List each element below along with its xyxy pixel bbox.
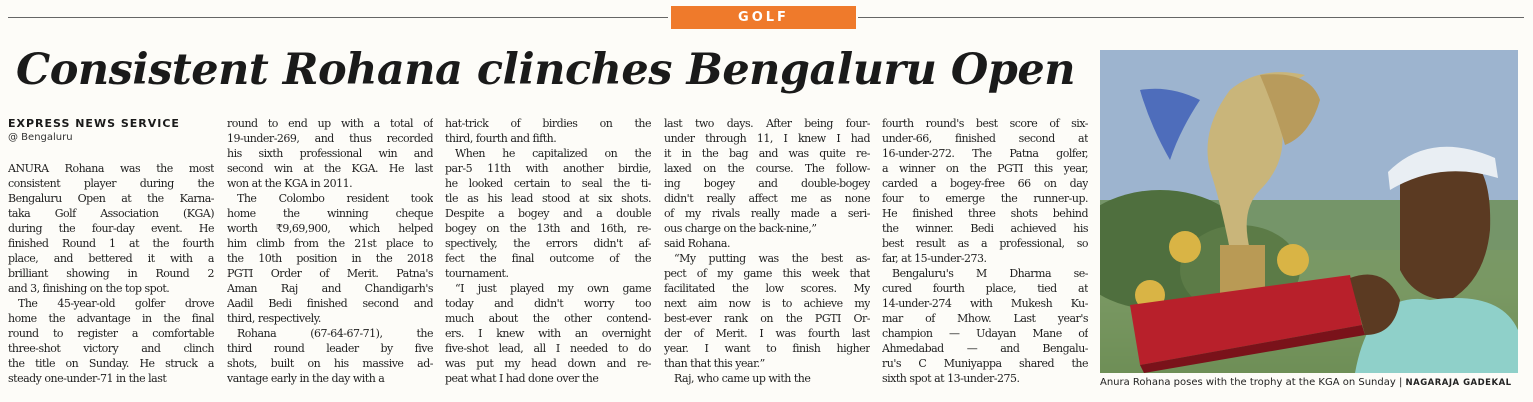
headline: Consistent Rohana clinches Bengaluru Open [16,45,1075,95]
article-line: peat what I had done over the [445,372,599,385]
article-line: bogey on the 13th and 16th, re- [445,222,651,235]
article-line: mar of Mhow. Last year's [882,312,1088,325]
caption-text: Anura Rohana poses with the trophy at the KGA on Sunday | [1100,377,1406,388]
article-line: under-66, finished second at [882,132,1088,145]
article-line: taka Golf Association (KGA) [8,207,214,220]
article-line: than that this year.” [664,357,765,370]
article-line: tle as his lead stood at six shots. [445,192,651,205]
article-line: 14-under-274 with Mukesh Ku- [882,297,1088,310]
article-line: 19-under-269, and thus recorded [227,132,433,145]
article-line: of my rivals really made a seri- [664,207,870,220]
article-line: a winner on the PGTI this year, [882,162,1088,175]
article-line: tournament. [445,267,509,280]
article-line: cured fourth place, tied at [882,282,1088,295]
article-line: was put my head down and re- [445,357,651,370]
article-line: round to end up with a total of [227,117,433,130]
article-line: Bengaluru Open at the Karna- [8,192,214,205]
article-line: and 3, finishing on the top spot. [8,282,170,295]
article-line: during the four-day event. He [8,222,214,235]
article-line: Ahmedabad — and Bengalu- [882,342,1088,355]
article-line: five-shot lead, all I needed to do [445,342,651,355]
article-line: worth ₹9,69,900, which helped [227,222,433,235]
article-line: the winner. Bedi achieved his [882,222,1088,235]
article-line: ing bogey and double-bogey [664,177,870,190]
article-line: won at the KGA in 2011. [227,177,353,190]
article-line: par-5 11th with another birdie, [445,162,651,175]
article-line: didn't really affect me as none [664,192,870,205]
article-line: steady one-under-71 in the last [8,372,167,385]
article-line: best result as a professional, so [882,237,1088,250]
article-line: brilliant showing in Round 2 [8,267,214,280]
article-line: four to emerge the runner-up. [882,192,1088,205]
article-line: Aman Raj and Chandigarh's [227,282,433,295]
article-column-4 [664,116,870,386]
article-line: shots, built on his massive ad- [227,357,433,370]
article-line: last two days. After being four- [664,117,870,130]
article-line: consistent player during the [8,177,214,190]
header-rule-left [8,17,668,18]
article-line: year. I want to finish higher [664,342,870,355]
article-line: he looked certain to seal the ti- [445,177,651,190]
article-line: ous charge on the back-nine,” [664,222,817,235]
article-line: sixth spot at 13-under-275. [882,372,1020,385]
article-line: round to register a comfortable [8,327,214,340]
article-line: third, respectively. [227,312,321,325]
article-line: When he capitalized on the [455,147,651,160]
article-line: third, fourth and fifth. [445,132,557,145]
article-line: The 45-year-old golfer drove [18,297,214,310]
article-line: the title on Sunday. He struck a [8,357,214,370]
article-line: finished Round 1 at the fourth [8,237,214,250]
article-line: under through 11, I knew I had [664,132,870,145]
article-column-1 [8,161,214,386]
article-line: He finished three shots behind [882,207,1088,220]
trophy-ball-left [1169,231,1201,263]
article-line: far, at 15-under-273. [882,252,987,265]
article-line: “I just played my own game [455,282,651,295]
article-line: Bengaluru's M Dharma se- [892,267,1088,280]
article-line: ANURA Rohana was the most [8,162,214,175]
article-line: Rohana (67-64-67-71), the [237,327,433,340]
photo-caption [1100,377,1518,388]
article-line: next aim now is to achieve my [664,297,870,310]
article-line: pect of my game this week that [664,267,870,280]
article-line: the 10th position in the 2018 [227,252,433,265]
article-line: much about the other contend- [445,312,651,325]
article-line: vantage early in the day with a [227,372,385,385]
article-line: laxed on the course. The follow- [664,162,870,175]
article-line: Despite a bogey and a double [445,207,651,220]
trophy-photo-illustration [1100,50,1518,373]
article-line: ers. I knew with an overnight [445,327,651,340]
trophy-ball-right [1277,244,1309,276]
article-line: facilitated the low scores. My [664,282,870,295]
article-line: it in the bag and was quite re- [664,147,870,160]
dateline: @ Bengaluru [8,132,73,143]
article-line: spectively, the errors didn't af- [445,237,651,250]
article-column-2 [227,116,433,386]
article-line: place, and bettered it with a [8,252,214,265]
article-line: hat-trick of birdies on the [445,117,651,130]
article-line: third round leader by five [227,342,433,355]
article-line: best-ever rank on the PGTI Or- [664,312,870,325]
article-line: PGTI Order of Merit. Patna's [227,267,433,280]
article-line: ru's C Muniyappa shared the [882,357,1088,370]
article-line: home the advantage in the final [8,312,214,325]
article-line: The Colombo resident took [237,192,433,205]
article-line: fect the final outcome of the [445,252,651,265]
photo-credit: NAGARAJA GADEKAL [1405,378,1512,388]
section-tag: GOLF [671,6,856,29]
article-line: 16-under-272. The Patna golfer, [882,147,1088,160]
article-line: three-shot victory and clinch [8,342,214,355]
article-column-3 [445,116,651,386]
article-line: champion — Udayan Mane of [882,327,1088,340]
article-line: der of Merit. I was fourth last [664,327,870,340]
article-line: Raj, who came up with the [674,372,811,385]
article-line: Aadil Bedi finished second and [227,297,433,310]
article-line: second win at the KGA. He last [227,162,433,175]
article-line: said Rohana. [664,237,730,250]
article-line: his sixth professional win and [227,147,433,160]
trophy-photo [1100,50,1518,373]
article-line: carded a bogey-free 66 on day [882,177,1088,190]
article-column-5 [882,116,1088,386]
article-line: “My putting was the best as- [674,252,870,265]
article-line: fourth round's best score of six- [882,117,1088,130]
article-line: today and didn't worry too [445,297,651,310]
byline: EXPRESS NEWS SERVICE [8,117,180,130]
header-rule-right [858,17,1524,18]
article-line: him climb from the 21st place to [227,237,433,250]
article-line: home the winning cheque [227,207,433,220]
